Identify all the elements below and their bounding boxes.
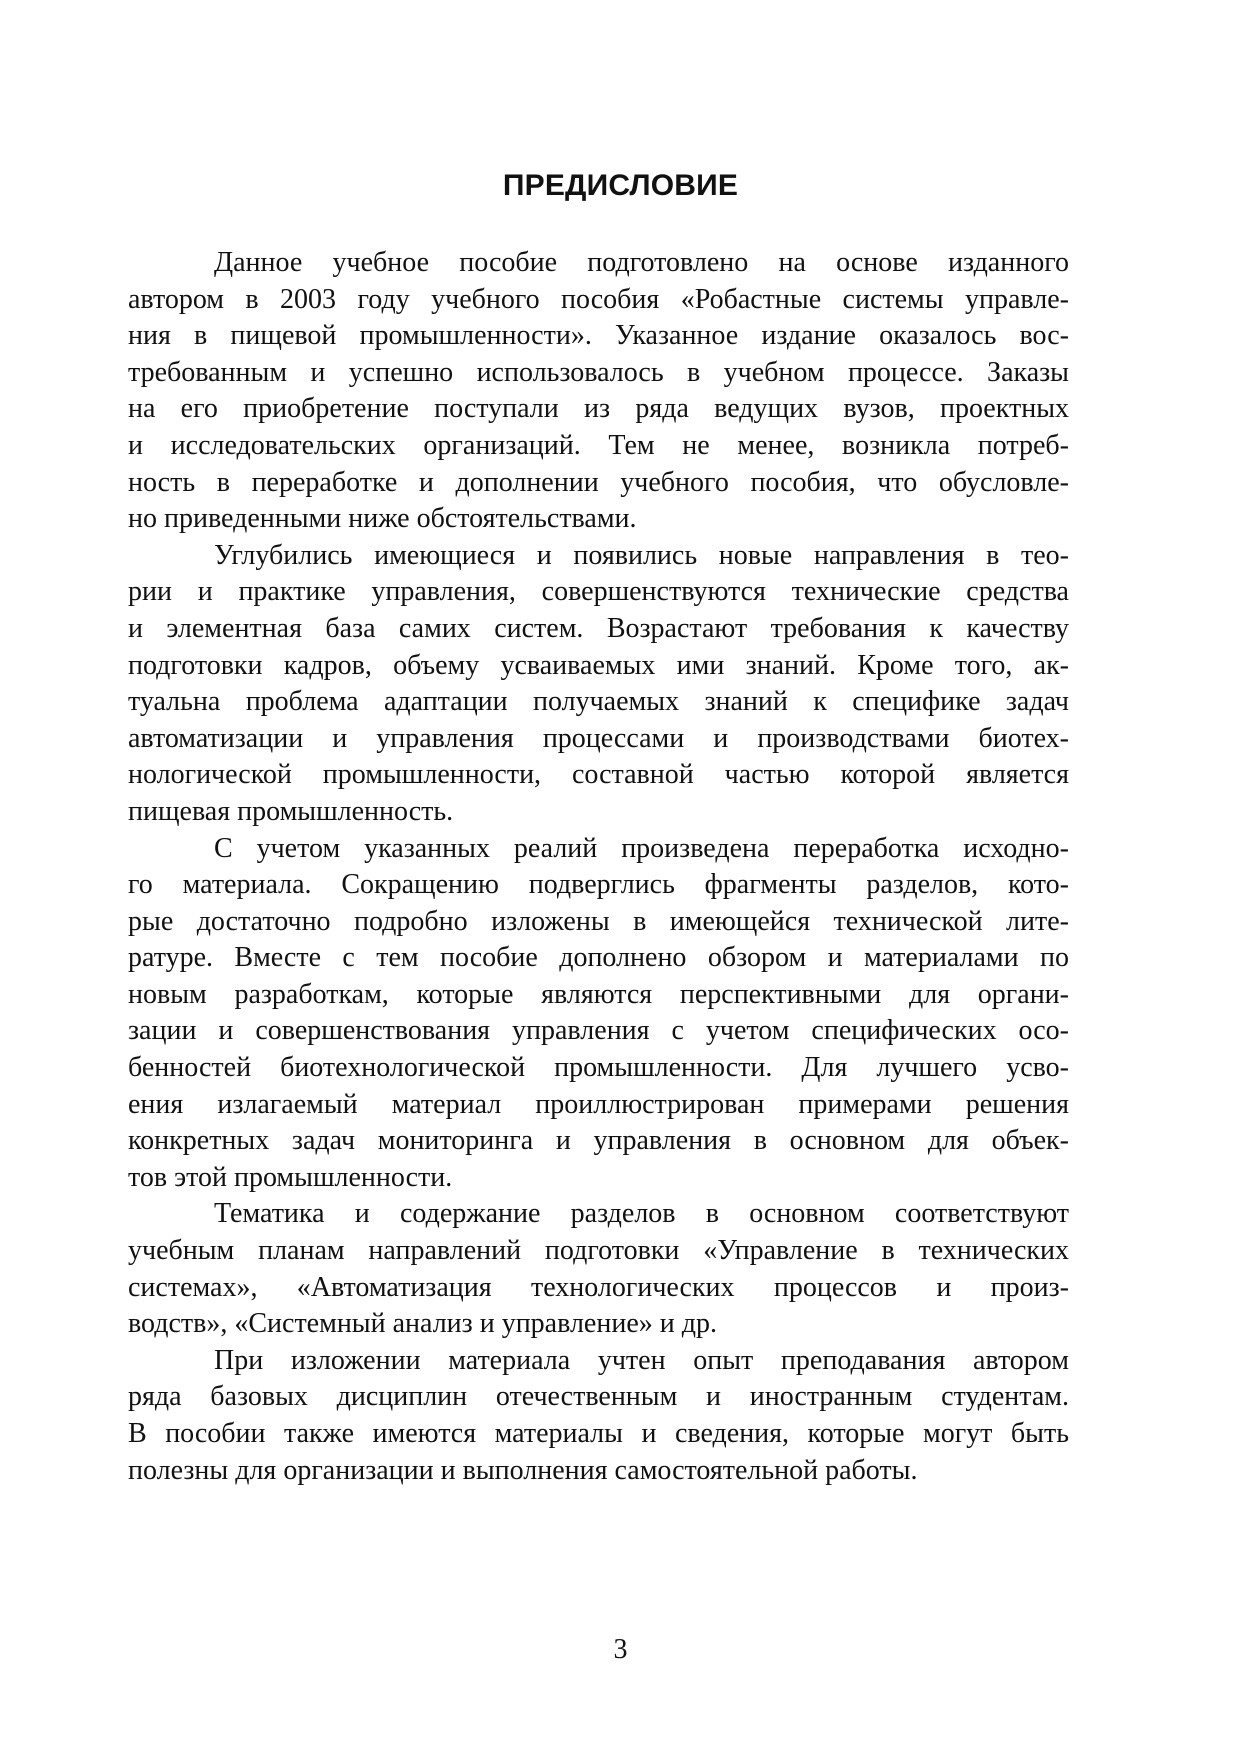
text-line: туальна проблема адаптации получаемых знаний к специфике задач [128, 686, 1069, 718]
text-line: и исследовательских организаций. Тем не менее, возникла потреб- [128, 429, 1069, 461]
text-line: автором в 2003 году учебного пособия «Робастные системы управле- [128, 283, 1069, 315]
text-line: пищевая промышленность. [128, 795, 454, 827]
text-line: и элементная база самих систем. Возрастают требования к качеству [128, 612, 1069, 644]
text-line: конкретных задач мониторинга и управления в основном для объек- [128, 1125, 1069, 1157]
text-line: В пособии также имеются материалы и сведения, которые могут быть [128, 1418, 1069, 1449]
paragraph-5 [128, 1343, 1069, 1489]
paragraph-1 [128, 245, 1069, 538]
text-line: ряда базовых дисциплин отечественным и иностранным студентам. [128, 1381, 1069, 1413]
text-line: полезны для организации и выполнения самостоятельной работы. [128, 1454, 918, 1486]
text-line: Углубились имеющиеся и появились новые направления в тео- [214, 539, 1069, 571]
text-line: Тематика и содержание разделов в основном соответствуют [214, 1198, 1069, 1230]
body-text [128, 245, 1069, 1489]
text-line: на его приобретение поступали из ряда ведущих вузов, проектных [128, 393, 1069, 425]
text-line: ность в переработке и дополнении учебного пособия, что обусловле- [128, 466, 1069, 498]
text-line: рии и практике управления, совершенствуются технические средства [128, 576, 1069, 608]
text-line: но приведенными ниже обстоятельствами. [128, 503, 637, 535]
text-line: го материала. Сокращению подверглись фрагменты разделов, кото- [128, 869, 1069, 901]
text-line: тов этой промышленности. [128, 1161, 453, 1193]
text-line: бенностей биотехнологической промышленности. Для лучшего усво- [128, 1052, 1069, 1084]
text-line: ния в пищевой промышленности». Указанное издание оказалось вос- [128, 320, 1069, 352]
text-line: зации и совершенствования управления с учетом специфических осо- [128, 1015, 1069, 1047]
paragraph-2 [128, 538, 1069, 831]
page-number: 3 [613, 1634, 628, 1665]
text-line: Данное учебное пособие подготовлено на основе изданного [214, 247, 1069, 278]
text-line: нологической промышленности, составной частью которой является [128, 759, 1069, 791]
text-line: новым разработкам, которые являются перспективными для органи- [128, 978, 1069, 1010]
paragraph-3 [128, 831, 1069, 1197]
text-line: подготовки кадров, объему усваиваемых ими знаний. Кроме того, ак- [128, 649, 1069, 681]
text-line: автоматизации и управления процессами и производствами биотех- [128, 722, 1069, 754]
paragraph-4 [128, 1196, 1069, 1342]
text-line: ратуре. Вместе с тем пособие дополнено обзором и материалами по [128, 942, 1069, 974]
text-line: ения излагаемый материал проиллюстрирован примерами решения [128, 1088, 1069, 1120]
text-line: учебным планам направлений подготовки «Управление в технических [128, 1235, 1069, 1267]
text-line: При изложении материала учтен опыт преподавания автором [214, 1344, 1069, 1376]
text-line: водств», «Системный анализ и управление» и др. [128, 1308, 717, 1340]
text-line: С учетом указанных реалий произведена переработка исходно- [214, 832, 1069, 864]
text-line: требованным и успешно использовалось в учебном процессе. Заказы [128, 356, 1069, 388]
page-title: ПРЕДИСЛОВИЕ [502, 169, 739, 202]
text-line: рые достаточно подробно изложены в имеющейся технической лите- [128, 905, 1069, 937]
text-line: системах», «Автоматизация технологических процессов и произ- [128, 1271, 1069, 1303]
